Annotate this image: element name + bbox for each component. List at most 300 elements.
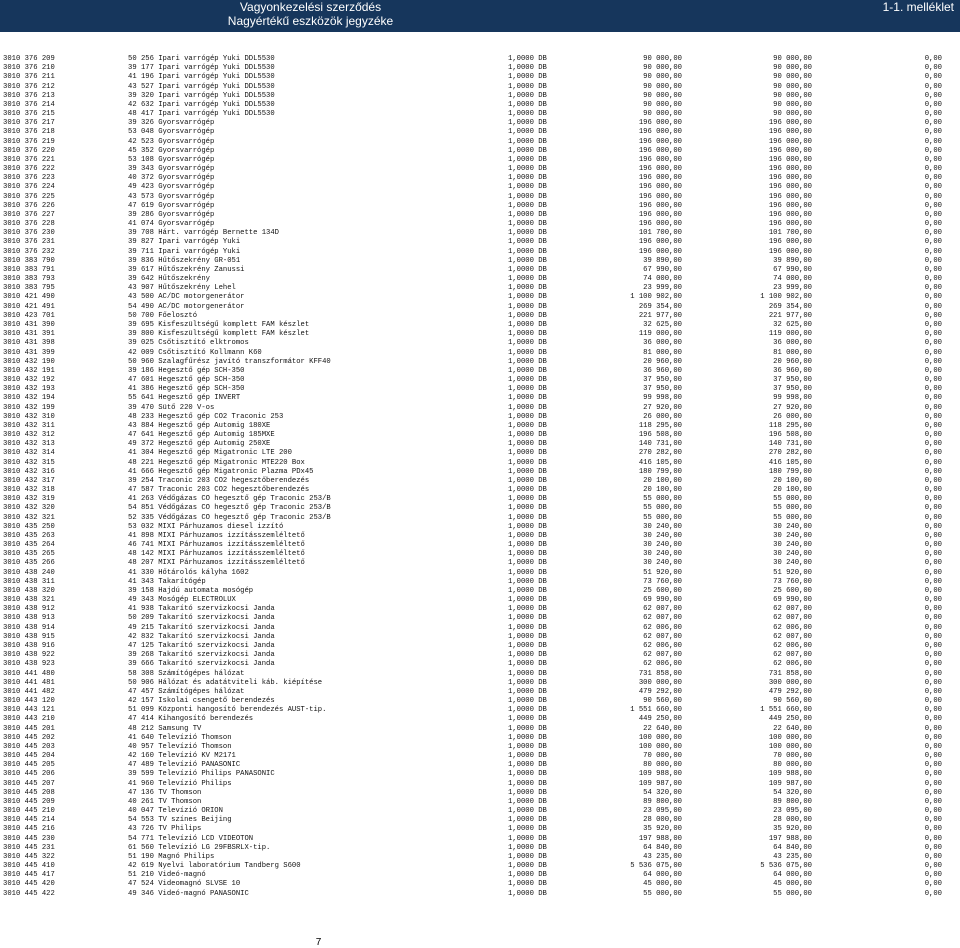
asset-description: 49 423 Gyorsvarrógép (128, 183, 215, 192)
depreciation-value: 70 000,00 (773, 752, 812, 761)
depreciation-value: 90 000,00 (773, 110, 812, 119)
asset-description: 42 009 Csőtisztító Kollmann K60 (128, 348, 262, 357)
table-row (0, 642, 960, 651)
table-row (0, 624, 960, 633)
table-row (0, 578, 960, 587)
quantity: 1,0000 DB (508, 165, 547, 174)
table-row (0, 633, 960, 642)
depreciation-value: 109 988,00 (768, 770, 812, 779)
gross-value: 196 000,00 (638, 192, 682, 201)
account-code: 3010 445 417 (3, 871, 55, 880)
gross-value: 196 000,00 (638, 220, 682, 229)
gross-value: 90 560,00 (643, 697, 682, 706)
quantity: 1,0000 DB (508, 366, 547, 375)
net-value: 0,00 (924, 467, 942, 476)
gross-value: 30 240,00 (643, 531, 682, 540)
account-code: 3010 432 318 (3, 486, 55, 495)
net-value: 0,00 (924, 64, 942, 73)
gross-value: 196 000,00 (638, 201, 682, 210)
quantity: 1,0000 DB (508, 146, 547, 155)
depreciation-value: 62 006,00 (773, 642, 812, 650)
quantity: 1,0000 DB (508, 852, 547, 861)
net-value: 0,00 (924, 871, 942, 880)
depreciation-value: 196 000,00 (768, 119, 812, 128)
table-row (0, 156, 960, 165)
gross-value: 101 700,00 (638, 229, 682, 238)
depreciation-value: 64 000,00 (773, 871, 812, 880)
depreciation-value: 30 240,00 (773, 550, 812, 559)
net-value: 0,00 (924, 412, 942, 421)
asset-description: 39 343 Gyorsvarrógép (128, 165, 215, 174)
account-code: 3010 432 199 (3, 403, 55, 412)
depreciation-value: 30 240,00 (773, 522, 812, 531)
net-value: 0,00 (924, 55, 942, 63)
table-row (0, 330, 960, 339)
account-code: 3010 376 210 (3, 64, 55, 73)
net-value: 0,00 (924, 192, 942, 201)
net-value: 0,00 (924, 100, 942, 109)
depreciation-value: 62 007,00 (773, 614, 812, 623)
gross-value: 20 100,00 (643, 476, 682, 485)
net-value: 0,00 (924, 403, 942, 412)
table-row (0, 844, 960, 853)
quantity: 1,0000 DB (508, 531, 547, 540)
gross-value: 81 000,00 (643, 348, 682, 357)
asset-description: 47 136 TV Thomson (128, 788, 202, 797)
depreciation-value: 90 000,00 (773, 100, 812, 109)
asset-description: 43 500 AC/DC motorgenerátor (128, 293, 245, 302)
net-value: 0,00 (924, 651, 942, 660)
table-row (0, 734, 960, 743)
quantity: 1,0000 DB (508, 128, 547, 137)
net-value: 0,00 (924, 73, 942, 82)
gross-value: 23 095,00 (643, 807, 682, 816)
net-value: 0,00 (924, 678, 942, 687)
table-row (0, 284, 960, 293)
table-row (0, 468, 960, 477)
account-code: 3010 438 923 (3, 660, 55, 669)
gross-value: 62 007,00 (643, 632, 682, 641)
asset-description: 43 884 Hegesztő gép Automig 180XE (128, 421, 271, 430)
quantity: 1,0000 DB (508, 687, 547, 696)
depreciation-value: 196 000,00 (768, 165, 812, 174)
asset-description: 42 832 Takarító szervizkocsi Janda (128, 632, 275, 641)
account-code: 3010 432 313 (3, 440, 55, 449)
asset-description: 39 617 Hűtőszekrény Zanussi (128, 265, 245, 274)
depreciation-value: 25 600,00 (773, 586, 812, 595)
account-code: 3010 445 230 (3, 834, 55, 843)
gross-value: 25 600,00 (643, 586, 682, 595)
quantity: 1,0000 DB (508, 458, 547, 467)
gross-value: 99 998,00 (643, 394, 682, 403)
net-value: 0,00 (924, 761, 942, 770)
net-value: 0,00 (924, 816, 942, 825)
depreciation-value: 22 640,00 (773, 724, 812, 733)
net-value: 0,00 (924, 110, 942, 119)
gross-value: 28 000,00 (643, 816, 682, 825)
asset-description: 48 221 Hegesztő gép Migatronic MTE220 Box (128, 458, 305, 467)
account-code: 3010 376 225 (3, 192, 55, 201)
quantity: 1,0000 DB (508, 632, 547, 641)
asset-description: 55 641 Hegesztő gép INVERT (128, 394, 241, 403)
depreciation-value: 37 950,00 (773, 376, 812, 385)
account-code: 3010 432 192 (3, 376, 55, 385)
depreciation-value: 196 000,00 (768, 238, 812, 247)
table-row (0, 825, 960, 834)
account-code: 3010 438 922 (3, 651, 55, 660)
gross-value: 196 000,00 (638, 119, 682, 128)
depreciation-value: 1 551 660,00 (760, 706, 812, 715)
quantity: 1,0000 DB (508, 275, 547, 284)
quantity: 1,0000 DB (508, 302, 547, 311)
asset-description: 45 352 Gyorsvarrógép (128, 146, 215, 155)
account-code: 3010 432 191 (3, 366, 55, 375)
gross-value: 196 000,00 (638, 155, 682, 164)
account-code: 3010 438 311 (3, 577, 55, 586)
table-row (0, 550, 960, 559)
quantity: 1,0000 DB (508, 559, 547, 568)
table-row (0, 339, 960, 348)
gross-value: 416 105,00 (638, 458, 682, 467)
gross-value: 197 988,00 (638, 834, 682, 843)
account-code: 3010 438 320 (3, 586, 55, 595)
account-code: 3010 445 204 (3, 752, 55, 761)
gross-value: 196 000,00 (638, 137, 682, 146)
net-value: 0,00 (924, 376, 942, 385)
quantity: 1,0000 DB (508, 110, 547, 119)
depreciation-value: 30 240,00 (773, 531, 812, 540)
asset-description: 47 601 Hegesztő gép SCH-350 (128, 376, 245, 385)
net-value: 0,00 (924, 421, 942, 430)
net-value: 0,00 (924, 550, 942, 559)
net-value: 0,00 (924, 311, 942, 320)
table-row (0, 596, 960, 605)
asset-description: 54 490 AC/DC motorgenerátor (128, 302, 245, 311)
depreciation-value: 64 840,00 (773, 843, 812, 852)
net-value: 0,00 (924, 632, 942, 641)
table-row (0, 449, 960, 458)
table-row (0, 431, 960, 440)
depreciation-value: 100 000,00 (768, 742, 812, 751)
depreciation-value: 197 988,00 (768, 834, 812, 843)
gross-value: 27 920,00 (643, 403, 682, 412)
depreciation-value: 270 282,00 (768, 449, 812, 458)
depreciation-value: 32 625,00 (773, 320, 812, 329)
account-code: 3010 438 916 (3, 642, 55, 650)
asset-description: 47 524 Videomagnó SLVSE 10 (128, 880, 241, 889)
quantity: 1,0000 DB (508, 449, 547, 458)
depreciation-value: 36 960,00 (773, 366, 812, 375)
net-value: 0,00 (924, 752, 942, 761)
gross-value: 54 320,00 (643, 788, 682, 797)
account-code: 3010 438 912 (3, 605, 55, 614)
depreciation-value: 196 000,00 (768, 137, 812, 146)
depreciation-value: 300 000,00 (768, 678, 812, 687)
table-row (0, 174, 960, 183)
asset-description: 39 268 Takarító szervizkocsi Janda (128, 651, 275, 660)
account-code: 3010 445 216 (3, 825, 55, 834)
account-code: 3010 376 213 (3, 91, 55, 100)
net-value: 0,00 (924, 513, 942, 522)
depreciation-value: 20 960,00 (773, 357, 812, 366)
account-code: 3010 438 240 (3, 568, 55, 577)
net-value: 0,00 (924, 770, 942, 779)
depreciation-value: 39 890,00 (773, 256, 812, 265)
asset-description: 40 261 TV Thomson (128, 797, 202, 806)
asset-description: 39 286 Gyorsvarrógép (128, 210, 215, 219)
quantity: 1,0000 DB (508, 596, 547, 605)
quantity: 1,0000 DB (508, 788, 547, 797)
quantity: 1,0000 DB (508, 752, 547, 761)
quantity: 1,0000 DB (508, 770, 547, 779)
table-row (0, 688, 960, 697)
depreciation-value: 100 000,00 (768, 733, 812, 742)
table-row (0, 211, 960, 220)
account-code: 3010 432 315 (3, 458, 55, 467)
gross-value: 90 000,00 (643, 55, 682, 63)
table-row (0, 761, 960, 770)
asset-description: 47 125 Takarító szervizkocsi Janda (128, 642, 275, 650)
asset-description: 41 074 Gyorsvarrógép (128, 220, 215, 229)
net-value: 0,00 (924, 165, 942, 174)
net-value: 0,00 (924, 385, 942, 394)
quantity: 1,0000 DB (508, 733, 547, 742)
table-row (0, 569, 960, 578)
gross-value: 479 292,00 (638, 687, 682, 696)
net-value: 0,00 (924, 210, 942, 219)
account-code: 3010 445 214 (3, 816, 55, 825)
asset-description: 39 186 Hegesztő gép SCH-350 (128, 366, 245, 375)
gross-value: 22 640,00 (643, 724, 682, 733)
quantity: 1,0000 DB (508, 247, 547, 256)
account-code: 3010 376 212 (3, 82, 55, 91)
gross-value: 23 999,00 (643, 284, 682, 293)
asset-description: 40 372 Gyorsvarrógép (128, 174, 215, 183)
account-code: 3010 376 209 (3, 55, 55, 63)
net-value: 0,00 (924, 302, 942, 311)
quantity: 1,0000 DB (508, 284, 547, 293)
table-row (0, 119, 960, 128)
net-value: 0,00 (924, 807, 942, 816)
quantity: 1,0000 DB (508, 311, 547, 320)
table-row (0, 532, 960, 541)
depreciation-value: 62 006,00 (773, 623, 812, 632)
table-row (0, 587, 960, 596)
gross-value: 270 282,00 (638, 449, 682, 458)
quantity: 1,0000 DB (508, 522, 547, 531)
asset-description: 39 158 Hajdú automata mosógép (128, 586, 254, 595)
net-value: 0,00 (924, 504, 942, 513)
gross-value: 80 000,00 (643, 761, 682, 770)
table-row (0, 670, 960, 679)
gross-value: 36 960,00 (643, 366, 682, 375)
net-value: 0,00 (924, 486, 942, 495)
quantity: 1,0000 DB (508, 614, 547, 623)
quantity: 1,0000 DB (508, 403, 547, 412)
net-value: 0,00 (924, 834, 942, 843)
gross-value: 55 000,00 (643, 504, 682, 513)
depreciation-value: 90 000,00 (773, 55, 812, 63)
table-row (0, 495, 960, 504)
table-row (0, 55, 960, 64)
net-value: 0,00 (924, 623, 942, 632)
asset-description: 39 254 Traconic 203 CO2 hegesztőberendezés (128, 476, 310, 485)
asset-description: 41 938 Takarító szervizkocsi Janda (128, 605, 275, 614)
asset-description: 39 827 Ipari varrógép Yuki (128, 238, 241, 247)
depreciation-value: 196 000,00 (768, 155, 812, 164)
account-code: 3010 443 121 (3, 706, 55, 715)
quantity: 1,0000 DB (508, 256, 547, 265)
quantity: 1,0000 DB (508, 155, 547, 164)
account-code: 3010 445 208 (3, 788, 55, 797)
gross-value: 196 000,00 (638, 247, 682, 256)
table-row (0, 422, 960, 431)
account-code: 3010 421 490 (3, 293, 55, 302)
account-code: 3010 376 228 (3, 220, 55, 229)
account-code: 3010 435 263 (3, 531, 55, 540)
account-code: 3010 432 311 (3, 421, 55, 430)
depreciation-value: 20 100,00 (773, 486, 812, 495)
table-row (0, 183, 960, 192)
depreciation-value: 90 560,00 (773, 697, 812, 706)
asset-description: 53 108 Gyorsvarrógép (128, 155, 215, 164)
account-code: 3010 431 399 (3, 348, 55, 357)
account-code: 3010 376 218 (3, 128, 55, 137)
table-row (0, 614, 960, 623)
gross-value: 62 006,00 (643, 660, 682, 669)
table-row (0, 770, 960, 779)
asset-description: 58 308 Számítógépes hálózat (128, 669, 245, 678)
depreciation-value: 62 007,00 (773, 632, 812, 641)
table-row (0, 752, 960, 761)
account-code: 3010 383 793 (3, 275, 55, 284)
gross-value: 119 000,00 (638, 330, 682, 339)
table-row (0, 725, 960, 734)
net-value: 0,00 (924, 788, 942, 797)
table-row (0, 715, 960, 724)
account-code: 3010 376 214 (3, 100, 55, 109)
quantity: 1,0000 DB (508, 742, 547, 751)
asset-description: 41 898 MIXI Párhuzamos izzításszemléltető (128, 531, 305, 540)
depreciation-value: 479 292,00 (768, 687, 812, 696)
table-row (0, 367, 960, 376)
account-code: 3010 376 215 (3, 110, 55, 119)
net-value: 0,00 (924, 174, 942, 183)
gross-value: 20 100,00 (643, 486, 682, 495)
quantity: 1,0000 DB (508, 229, 547, 238)
table-row (0, 660, 960, 669)
gross-value: 62 006,00 (643, 642, 682, 650)
net-value: 0,00 (924, 119, 942, 128)
table-row (0, 312, 960, 321)
depreciation-value: 67 990,00 (773, 265, 812, 274)
account-code: 3010 435 266 (3, 559, 55, 568)
quantity: 1,0000 DB (508, 476, 547, 485)
net-value: 0,00 (924, 605, 942, 614)
net-value: 0,00 (924, 348, 942, 357)
net-value: 0,00 (924, 559, 942, 568)
depreciation-value: 731 858,00 (768, 669, 812, 678)
account-code: 3010 443 210 (3, 715, 55, 724)
account-code: 3010 376 224 (3, 183, 55, 192)
quantity: 1,0000 DB (508, 862, 547, 871)
net-value: 0,00 (924, 137, 942, 146)
quantity: 1,0000 DB (508, 137, 547, 146)
gross-value: 39 890,00 (643, 256, 682, 265)
table-row (0, 706, 960, 715)
gross-value: 196 000,00 (638, 128, 682, 137)
account-code: 3010 438 913 (3, 614, 55, 623)
asset-description: 48 207 MIXI Párhuzamos izzításszemléltető (128, 559, 305, 568)
table-row (0, 238, 960, 247)
net-value: 0,00 (924, 642, 942, 650)
depreciation-value: 119 000,00 (768, 330, 812, 339)
account-code: 3010 435 264 (3, 541, 55, 550)
table-row (0, 459, 960, 468)
account-code: 3010 432 194 (3, 394, 55, 403)
net-value: 0,00 (924, 779, 942, 788)
depreciation-value: 416 105,00 (768, 458, 812, 467)
depreciation-value: 73 760,00 (773, 577, 812, 586)
table-row (0, 798, 960, 807)
asset-description: 53 048 Gyorsvarrógép (128, 128, 215, 137)
quantity: 1,0000 DB (508, 797, 547, 806)
net-value: 0,00 (924, 366, 942, 375)
depreciation-value: 43 235,00 (773, 852, 812, 861)
quantity: 1,0000 DB (508, 265, 547, 274)
asset-description: 48 212 Samsung TV (128, 724, 202, 733)
asset-description: 41 263 Védőgázas CO hegesztő gép Traconic 253/B (128, 495, 331, 504)
table-row (0, 376, 960, 385)
quantity: 1,0000 DB (508, 100, 547, 109)
asset-description: 43 573 Gyorsvarrógép (128, 192, 215, 201)
asset-description: 50 209 Takarító szervizkocsi Janda (128, 614, 275, 623)
net-value: 0,00 (924, 724, 942, 733)
depreciation-value: 196 000,00 (768, 192, 812, 201)
asset-description: 46 741 MIXI Párhuzamos izzításszemléltető (128, 541, 305, 550)
gross-value: 55 000,00 (643, 495, 682, 504)
depreciation-value: 55 000,00 (773, 889, 812, 898)
document-subtitle: Nagyértékű eszközök jegyzéke (227, 14, 394, 28)
depreciation-value: 101 700,00 (768, 229, 812, 238)
account-code: 3010 383 795 (3, 284, 55, 293)
account-code: 3010 445 322 (3, 852, 55, 861)
asset-description: 47 457 Számítógépes hálózat (128, 687, 245, 696)
table-row (0, 73, 960, 82)
quantity: 1,0000 DB (508, 394, 547, 403)
quantity: 1,0000 DB (508, 889, 547, 898)
quantity: 1,0000 DB (508, 715, 547, 724)
net-value: 0,00 (924, 568, 942, 577)
quantity: 1,0000 DB (508, 724, 547, 733)
asset-description: 43 726 TV Philips (128, 825, 202, 834)
table-row (0, 101, 960, 110)
table-row (0, 880, 960, 889)
depreciation-value: 36 000,00 (773, 339, 812, 348)
net-value: 0,00 (924, 339, 942, 348)
quantity: 1,0000 DB (508, 834, 547, 843)
gross-value: 109 987,00 (638, 779, 682, 788)
asset-description: 49 215 Takarító szervizkocsi Janda (128, 623, 275, 632)
quantity: 1,0000 DB (508, 431, 547, 440)
table-row (0, 413, 960, 422)
table-row (0, 147, 960, 156)
quantity: 1,0000 DB (508, 843, 547, 852)
net-value: 0,00 (924, 82, 942, 91)
table-row (0, 349, 960, 358)
quantity: 1,0000 DB (508, 201, 547, 210)
net-value: 0,00 (924, 825, 942, 834)
